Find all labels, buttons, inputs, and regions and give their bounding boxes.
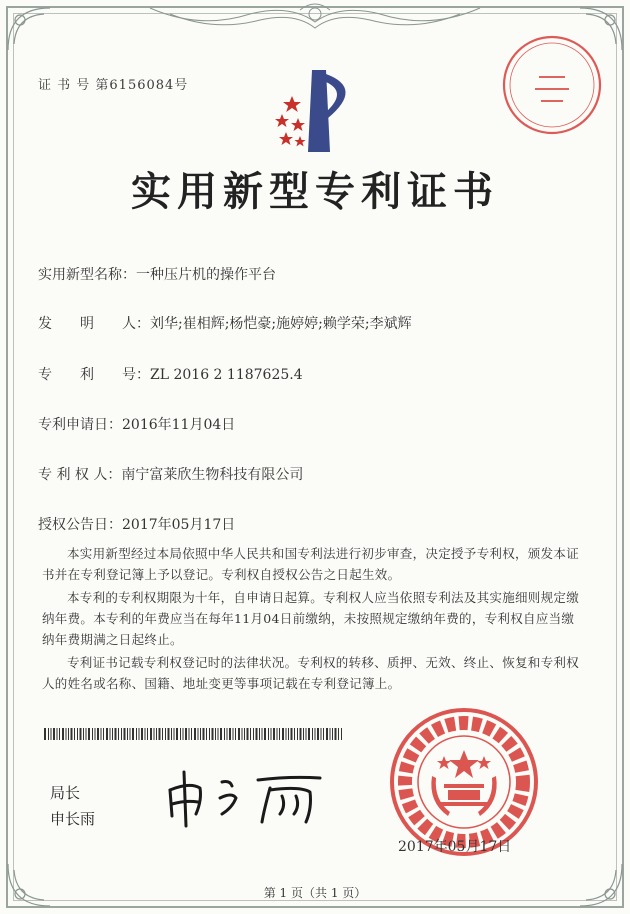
director-signature-icon: [160, 760, 330, 830]
filing-date: 2016年11月04日: [122, 417, 236, 433]
utility-model-name-field: [38, 264, 276, 284]
patent-number-field: [38, 364, 303, 384]
inventor-names: 刘华;崔相辉;杨恺豪;施婷婷;赖学荣;李斌辉: [150, 316, 412, 332]
field-label: 授权公告日：: [38, 517, 122, 533]
barcode-icon: [44, 728, 344, 740]
director-name: 申长雨: [50, 810, 96, 828]
document-title: 实用新型专利证书: [131, 168, 499, 215]
field-label: 专 利 权 人：: [38, 467, 122, 483]
field-label: 发 明 人：: [38, 316, 150, 332]
paragraph: 专利证书记载专利权登记时的法律状况。专利权的转移、质押、无效、终止、恢复和专利权人的姓名或名称、国籍、地址变更等事项记载在专利登记簿上。: [42, 655, 580, 691]
corner-ornament: [0, 0, 60, 60]
patentee-name: 南宁富莱欣生物科技有限公司: [121, 467, 304, 483]
filing-date-field: [38, 414, 235, 434]
patentee-field: [38, 464, 303, 484]
patent-number: ZL 2016 2 1187625.4: [150, 367, 303, 383]
seal-date: 2017年05月17日: [398, 839, 512, 855]
field-label: 专 利 号：: [38, 367, 150, 383]
grant-date: 2017年05月17日: [122, 517, 236, 533]
inventor-field: [38, 313, 412, 333]
agency-stamp-icon: [497, 30, 607, 140]
paragraph: 本专利的专利权期限为十年，自申请日起算。专利权人应当依照专利法及其实施细则规定缴纳年费。本专利的年费应当在每年11月04日前缴纳，未按照规定缴纳年费的，专利权自应当缴纳年费期满之日起终止。: [42, 590, 580, 647]
field-label: 专利申请日：: [38, 417, 122, 433]
director-title: 局长: [50, 784, 81, 802]
grant-date-field: [38, 514, 235, 534]
paragraph: 本实用新型经过本局依照中华人民共和国专利法进行初步审查，决定授予专利权，颁发本证书并在专利登记簿上予以登记。专利权自授权公告之日起生效。: [42, 546, 580, 582]
patent-office-logo-icon: [268, 66, 368, 156]
utility-model-name: 一种压片机的操作平台: [136, 267, 276, 283]
page-footer: 第 1 页（共 1 页）: [263, 886, 367, 900]
field-label: 实用新型名称：: [38, 267, 136, 283]
certificate-number: 证 书 号 第6156084号: [38, 78, 189, 93]
